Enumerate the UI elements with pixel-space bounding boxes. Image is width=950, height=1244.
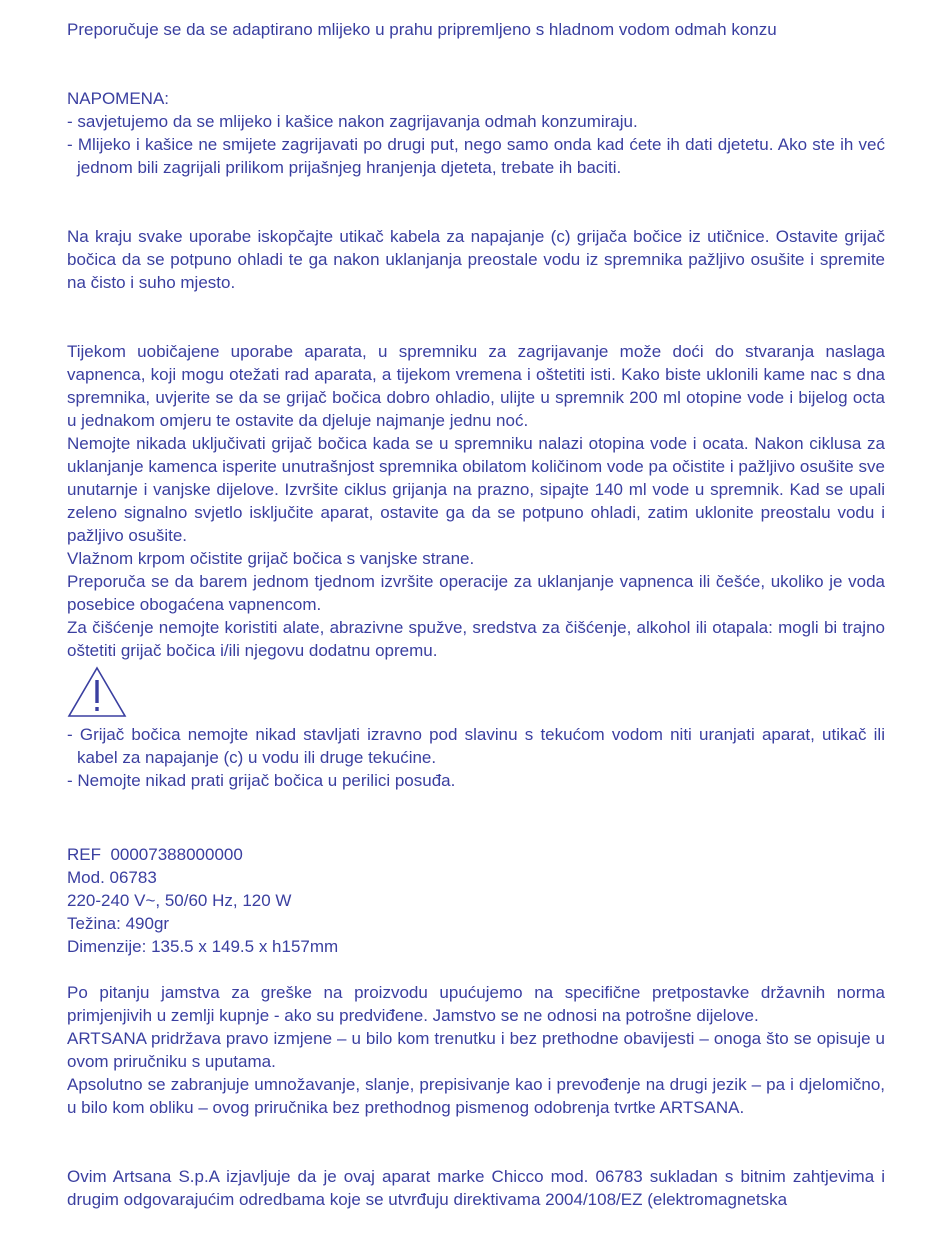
note-item: - Mlijeko i kašice ne smijete zagrijavati po drugi put, nego samo onda kad ćete ih dati djetetu. Ako ste ih već jednom bili zagrijali prilikom prijašnjeg hranjenja djeteta, trebate ih baciti.: [67, 135, 885, 177]
spec-power: 220-240 V~, 50/60 Hz, 120 W: [67, 891, 292, 910]
declaration-paragraph: Ovim Artsana S.p.A izjavljuje da je ovaj aparat marke Chicco mod. 06783 sukladan s bitnim zahtjevima i drugim odgovarajućim odredbama koje se utvrđuju direktivama 2004/108/EZ (elektromagnetska: [67, 1167, 885, 1209]
maintenance-paragraph: Preporuča se da barem jednom tjednom izvršite operacije za uklanjanje vapnenca ili češće, ukoliko je voda posebice obogaćena vapnencom.: [67, 572, 885, 614]
maintenance-paragraph: Za čišćenje nemojte koristiti alate, abrazivne spužve, sredstva za čišćenje, alkohol ili otapala: mogli bi trajno oštetiti grijač bočica i/ili njegovu dodatnu opremu.: [67, 618, 885, 660]
warning-section: [67, 666, 885, 792]
warning-triangle-icon: [67, 666, 127, 718]
spec-ref: REF 00007388000000: [67, 845, 243, 864]
maintenance-paragraph: Vlažnom krpom očistite grijač bočica s vanjske strane.: [67, 549, 475, 568]
intro-line: Preporučuje se da se adaptirano mlijeko u prahu pripremljeno s hladnom vodom odmah konzu: [67, 20, 777, 39]
maintenance-section: [67, 340, 885, 662]
maintenance-paragraph: Tijekom uobičajene uporabe aparata, u spremniku za zagrijavanje može doći do stvaranja naslaga vapnenca, koji mogu otežati rad aparata, a tijekom vremena i oštetiti isti. Kako biste uklonili kame nac s dna spremnika, uvjerite se da se grijač bočica dobro ohladio, ulijte u spremnik 200 ml otopine vode i bijelog octa u jednakom omjeru te ostavite da djeluje najmanje jednu noć.: [67, 342, 885, 430]
warranty-section: [67, 981, 885, 1119]
note-item: - savjetujemo da se mlijeko i kašice nakon zagrijavanja odmah konzumiraju.: [67, 112, 638, 131]
spec-weight: Težina: 490gr: [67, 914, 170, 933]
note-section: [67, 87, 885, 179]
spec-model: Mod. 06783: [67, 868, 157, 887]
warning-item: - Nemojte nikad prati grijač bočica u perilici posuđa.: [67, 771, 456, 790]
specs-section: [67, 843, 885, 958]
note-heading: NAPOMENA:: [67, 89, 170, 108]
warning-item: - Grijač bočica nemojte nikad stavljati izravno pod slavinu s tekućom vodom niti uranjati aparat, utikač ili kabel za napajanje (c) u vodu ili druge tekućine.: [67, 725, 885, 767]
maintenance-paragraph: Nemojte nikada uključivati grijač bočica kada se u spremniku nalazi otopina vode i ocata. Nakon ciklusa za uklanjanje kamenca isperite unutrašnjost spremnika obilatom količinom vode pa očistite i pažljivo osušite sve unutarnje i vanjske dijelove. Izvršite ciklus grijanja na prazno, sipajte 140 ml vode u spremnik. Kad se upali zeleno signalno svjetlo isključite aparat, ostavite ga da se potpuno ohladi, zatim uklonite preostalu vodu i pažljivo osušite.: [67, 434, 885, 545]
warranty-paragraph: ARTSANA pridržava pravo izmjene – u bilo kom trenutku i bez prethodne obavijesti – onoga što se opisuje u ovom priručniku s uputama.: [67, 1029, 885, 1071]
after-use-paragraph: Na kraju svake uporabe iskopčajte utikač kabela za napajanje (c) grijača bočice iz utičnice. Ostavite grijač bočica da se potpuno ohladi te ga nakon uklanjanja preostale vodu iz spremnika pažljivo osušite i spremite na čisto i suho mjesto.: [67, 227, 885, 292]
spec-dimensions: Dimenzije: 135.5 x 149.5 x h157mm: [67, 937, 339, 956]
warranty-paragraph: Po pitanju jamstva za greške na proizvodu upućujemo na specifične pretpostavke državnih norma primjenjivih u zemlji kupnje - ako su predviđene. Jamstvo se ne odnosi na potrošne dijelove.: [67, 983, 885, 1025]
manual-page: [67, 18, 885, 1211]
warranty-paragraph: Apsolutno se zabranjuje umnožavanje, slanje, prepisivanje kao i prevođenje na drugi jezik – pa i djelomično, u bilo kom obliku – ovog priručnika bez prethodnog pismenog odobrenja tvrtke ARTSANA.: [67, 1075, 885, 1117]
